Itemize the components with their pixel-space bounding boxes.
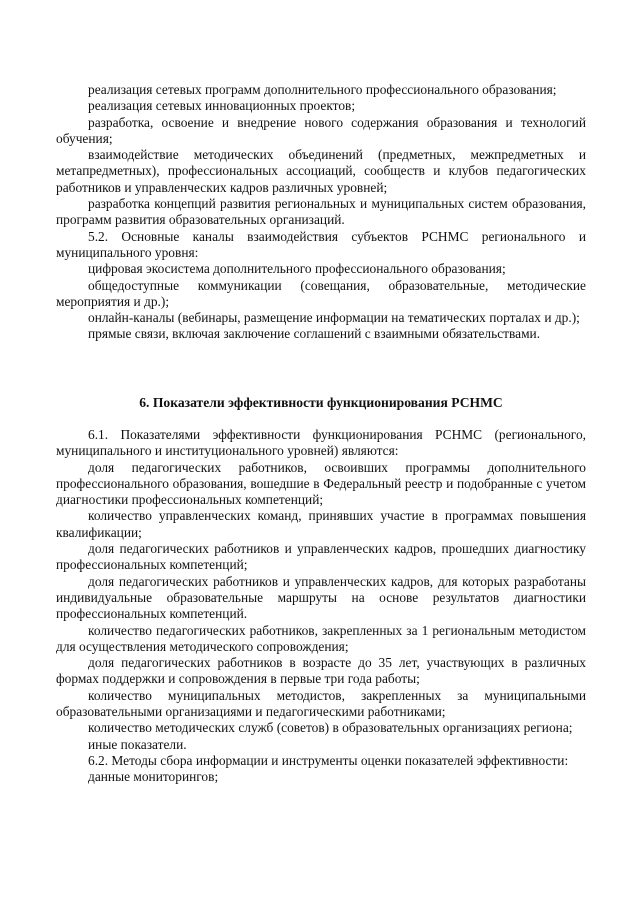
paragraph: доля педагогических работников, освоивших программы дополнительного профессионального образования, вошедшие в Федеральный реестр и подобранные с учетом диагностики профессиональных компетенций; — [56, 459, 586, 508]
paragraph: 6.1. Показателями эффективности функционирования РСНМС (регионального, муниципального и институционального уровней) являются: — [56, 427, 586, 459]
bottom-paragraph-group — [56, 427, 586, 786]
paragraph: количество управленческих команд, принявших участие в программах повышения квалификации; — [56, 508, 586, 540]
section-heading: 6. Показатели эффективности функционирования РСНМС — [139, 395, 503, 410]
paragraph: количество муниципальных методистов, закрепленных за муниципальными образовательными организациями и педагогическими работниками; — [56, 687, 586, 720]
paragraph: 5.2. Основные каналы взаимодействия субъектов РСНМС регионального и муниципального уровня: — [56, 228, 586, 260]
paragraph: разработка, освоение и внедрение нового содержания образования и технологий обучения; — [56, 114, 586, 146]
paragraph: доля педагогических работников и управленческих кадров, прошедших диагностику профессиональных компетенций; — [56, 541, 586, 573]
paragraph: реализация сетевых программ дополнительного профессионального образования; — [88, 82, 557, 97]
top-paragraph-group — [56, 82, 586, 343]
paragraph: 6.2. Методы сбора информации и инструменты оценки показателей эффективности: — [88, 752, 569, 768]
paragraph: онлайн-каналы (вебинары, размещение информации на тематических порталах и др.); — [88, 310, 580, 326]
paragraph: разработка концепций развития региональных и муниципальных систем образования, программ развития образовательных организаций. — [56, 196, 586, 228]
paragraph: доля педагогических работников и управленческих кадров, для которых разработаны индивидуальные образовательные маршруты на основе результатов диагностики профессиональных компетенций. — [56, 573, 586, 622]
paragraph: количество педагогических работников, закрепленных за 1 региональным методистом для осуществления методического сопровождения; — [56, 622, 586, 654]
paragraph: общедоступные коммуникации (совещания, образовательные, методические мероприятия и др.); — [56, 277, 586, 309]
paragraph: иные показатели. — [88, 736, 187, 752]
paragraph: прямые связи, включая заключение соглашений с взаимными обязательствами. — [88, 326, 541, 342]
paragraph: доля педагогических работников в возрасте до 35 лет, участвующих в различных формах поддержки и сопровождения в первые три года работы; — [56, 655, 586, 687]
paragraph: количество методических служб (советов) в образовательных организациях региона; — [88, 720, 573, 736]
paragraph: данные мониторингов; — [88, 769, 219, 785]
paragraph: реализация сетевых инновационных проектов; — [88, 98, 356, 114]
paragraph: цифровая экосистема дополнительного профессионального образования; — [88, 261, 506, 277]
paragraph: взаимодействие методических объединений (предметных, межпредметных и метапредметных), профессиональных ассоциаций, сообществ и клубов педагогических работников и управленческих кадров различных уровней; — [56, 147, 586, 195]
